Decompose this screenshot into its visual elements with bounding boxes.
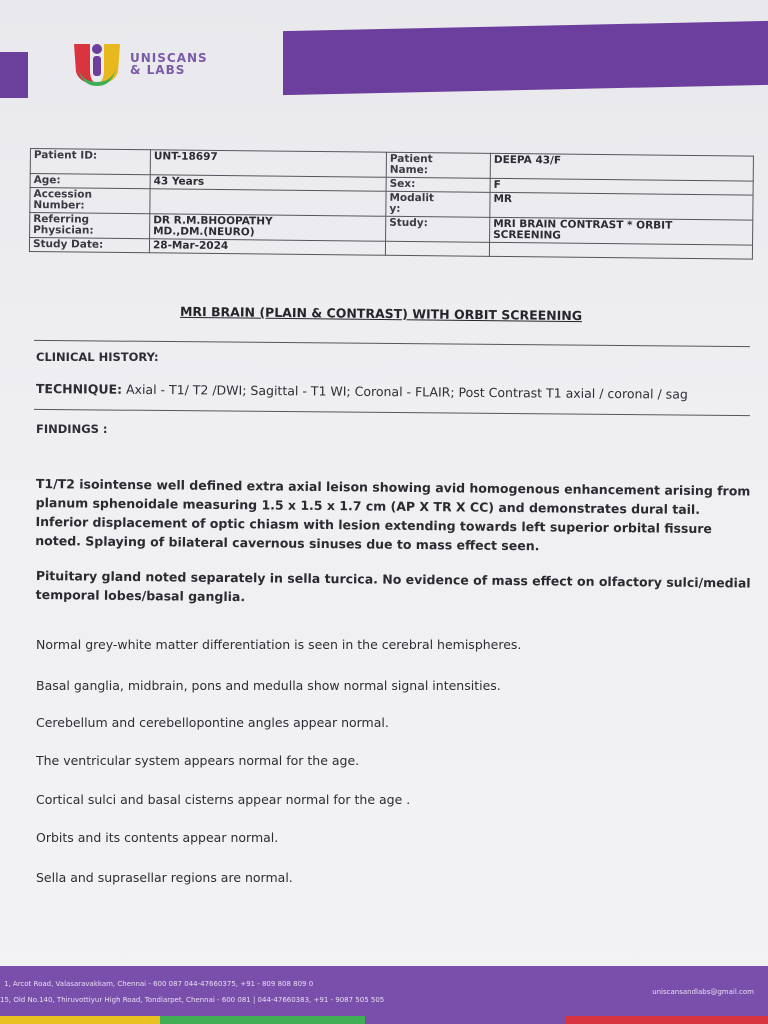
modality-label: Modalit y: [386,191,490,217]
age-label: Age: [30,174,150,189]
technique-label: TECHNIQUE: [35,381,123,397]
report-title: MRI BRAIN (PLAIN & CONTRAST) WITH ORBIT SCREENING [179,303,583,324]
footer-stripe-yellow [0,1016,160,1024]
finding-line: Orbits and its contents appear normal. [36,830,279,845]
footer-stripe-green [160,1016,365,1024]
empty-cell [385,241,489,256]
finding-line: Cortical sulci and basal cisterns appear normal for the age . [36,792,411,807]
brand-name [130,52,208,76]
accession-value [150,189,386,216]
header-band-right [283,21,768,95]
finding-line: Cerebellum and cerebellopontine angles appear normal. [36,715,389,730]
sex-label: Sex: [386,177,490,192]
modality-value: MR [490,192,753,220]
patient-name-value: DEEPA 43/F [490,153,753,181]
accession-label: Accession Number: [30,188,150,214]
findings-label: FINDINGS : [36,422,108,436]
footer-stripe-red [565,1016,768,1024]
brand-line1: UNISCANS [130,51,208,65]
technique-line [36,381,688,402]
divider [34,409,750,416]
footer-stripe-purple [365,1016,565,1024]
patient-info-table [29,148,754,260]
empty-cell [489,242,752,259]
patient-name-label: Patient Name: [386,152,490,178]
referring-label: Referring Physician: [30,213,150,239]
footer-address-2: 15, Old No.140, Thiruvottiyur High Road, Tondiarpet, Chennai - 600 081 | 044-47660383, +91 - 9087 505 505 [0,996,385,1004]
patient-id-label: Patient ID: [30,149,150,175]
finding-line: Basal ganglia, midbrain, pons and medulla show normal signal intensities. [36,678,501,693]
finding-line: The ventricular system appears normal for the age. [36,753,360,768]
divider [34,340,750,347]
finding-paragraph-2: Pituitary gland noted separately in sella turcica. No evidence of mass effect on olfactory sulci/medial temporal lobes/basal ganglia. [35,567,751,605]
referring-value: DR R.M.BHOOPATHY MD.,DM.(NEURO) [150,214,386,241]
age-value: 43 Years [150,175,386,191]
brand-line2: & LABS [130,63,186,77]
uniscans-logo-icon [72,40,122,88]
finding-paragraph-1: T1/T2 isointense well defined extra axial leison showing avid homogenous enhancement arising from planum sphenoidale measuring 1.5 x 1.5 x 1.7 cm (AP X TR X CC) and demonstrates dural tail. Inferior displacement of optic chiasm with lesion extending towards left superior orbital fissure noted. Splaying of bilateral cavernous sinuses due to mass effect seen. [35,475,751,554]
patient-id-value: UNT-18697 [150,150,386,177]
sex-value: F [490,178,753,195]
study-label: Study: [386,216,490,242]
technique-text: Axial - T1/ T2 /DWI; Sagittal - T1 WI; Coronal - FLAIR; Post Contrast T1 axial / coronal / sag [122,381,688,402]
study-date-value: 28-Mar-2024 [149,239,385,255]
finding-line: Sella and suprasellar regions are normal. [36,870,293,885]
clinical-history-label: CLINICAL HISTORY: [36,350,159,364]
footer-email: uniscansandlabs@gmail.com [652,988,754,996]
footer-address-1: 1, Arcot Road, Valasaravakkam, Chennai - 600 087 044-47660375, +91 - 809 808 809 0 [4,980,314,988]
study-value: MRI BRAIN CONTRAST * ORBIT SCREENING [490,217,753,245]
brand-logo [72,40,208,88]
study-date-label: Study Date: [29,238,149,253]
header-band-left [0,52,28,98]
finding-line: Normal grey-white matter differentiation is seen in the cerebral hemispheres. [36,637,522,652]
